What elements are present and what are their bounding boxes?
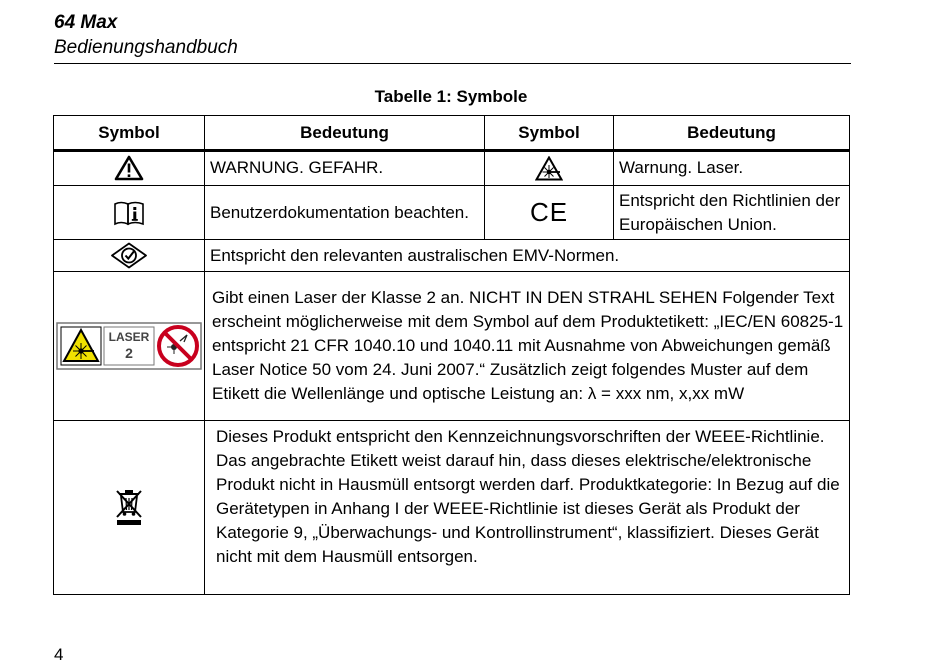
docs-meaning: Benutzerdokumentation beachten. — [204, 185, 485, 240]
symbols-table — [53, 115, 850, 595]
header-rule — [54, 63, 851, 64]
table-row-laser-symbol — [484, 150, 614, 186]
weee-meaning: Dieses Produkt entspricht den Kennzeichnungsvorschriften der WEEE-Richtlinie. Das angebrachte Etikett weist darauf hin, dass dieses elektrische/elektronische Produkt nicht in Hausmüll entsorgt werden darf. Produktkategorie: In Bezug auf die Gerätetypen in Anhang I der WEEE-Richtlinie ist dieses Gerät als Produkt der Kategorie 9, „Überwachungs- und Kontrollinstrument“, klassifiziert. Dieses Gerät nicht mit dem Hausmüll entsorgen. — [204, 420, 850, 595]
documentation-icon — [112, 200, 146, 226]
table-row-laser-class2-symbol — [53, 271, 205, 421]
table-caption: Tabelle 1: Symbole — [374, 87, 528, 106]
col-header-meaning-2: Bedeutung — [613, 115, 850, 151]
page-number: 4 — [54, 645, 64, 664]
laser-label-text: LASER — [108, 330, 150, 344]
table-row-rcm-symbol — [53, 239, 205, 272]
product-title: 64 Max — [54, 12, 118, 33]
col-header-symbol-2: Symbol — [484, 115, 614, 151]
table-row-weee-symbol — [53, 420, 205, 595]
warning-triangle-icon — [114, 155, 144, 181]
header-separator — [53, 149, 850, 152]
laser-class2-label-icon — [56, 322, 202, 370]
laser-class2-meaning: Gibt einen Laser der Klasse 2 an. NICHT IN DEN STRAHL SEHEN Folgender Text erscheint möglicherweise mit dem Symbol auf dem Produktetikett: „IEC/EN 60825-1 entspricht 21 CFR 1040.10 und 1040.11 mit Ausnahme von Abweichungen gemäß Laser Notice 50 vom 24. Juni 2007.“ Zusätzlich zeigt folgendes Muster auf dem Etikett die Wellenlänge und optische Leistung an: λ = xxx nm, x,xx mW — [204, 271, 850, 421]
ce-meaning: Entspricht den Richtlinien der Europäischen Union. — [613, 185, 850, 240]
rcm-mark-icon — [110, 242, 148, 269]
table-row-warning-symbol — [53, 150, 205, 186]
manual-subtitle: Bedienungshandbuch — [54, 37, 238, 58]
laser-class-number: 2 — [125, 345, 133, 361]
warning-meaning: WARNUNG. GEFAHR. — [204, 150, 485, 186]
col-header-meaning-1: Bedeutung — [204, 115, 485, 151]
laser-meaning: Warnung. Laser. — [613, 150, 850, 186]
table-row-ce-symbol — [484, 185, 614, 240]
rcm-meaning: Entspricht den relevanten australischen EMV-Normen. — [204, 239, 850, 272]
col-header-symbol-1: Symbol — [53, 115, 205, 151]
weee-bin-icon — [115, 489, 143, 527]
laser-warning-icon — [535, 156, 563, 181]
table-row-docs-symbol — [53, 185, 205, 240]
ce-mark-icon: CE — [529, 197, 569, 227]
